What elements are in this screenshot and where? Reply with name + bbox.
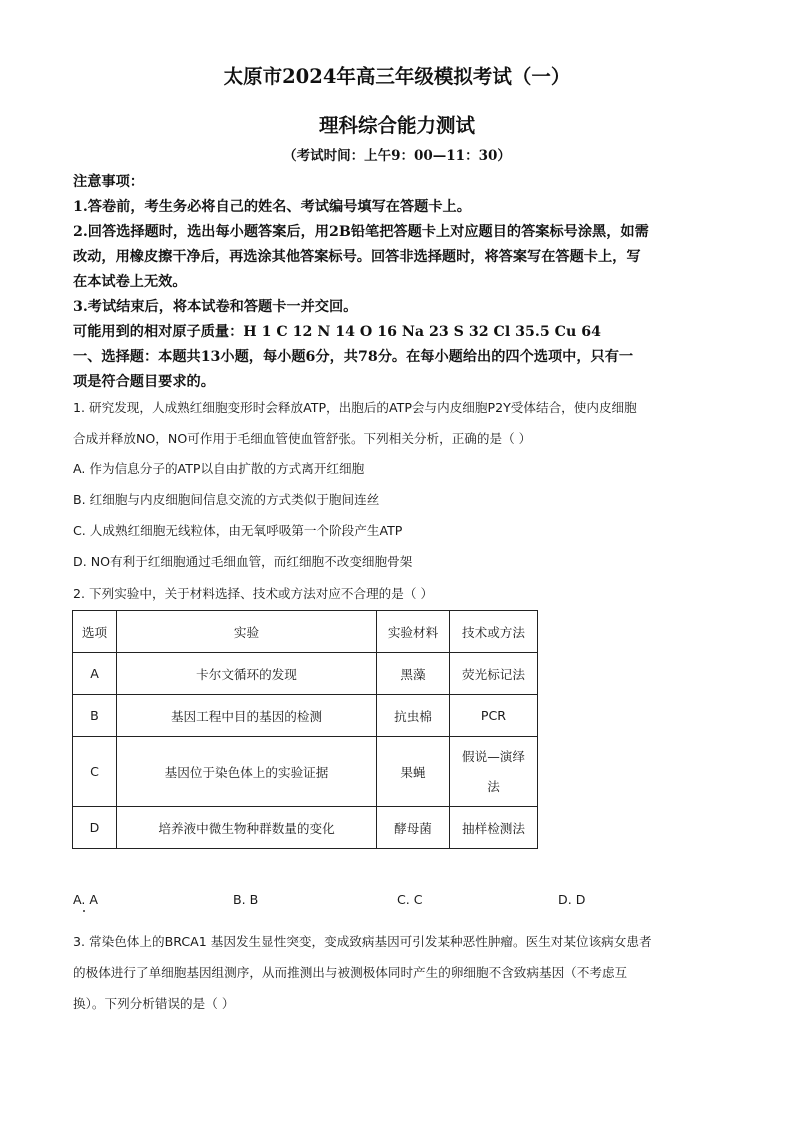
table-cell: 荧光标记法 bbox=[450, 653, 538, 695]
table-row bbox=[73, 653, 538, 695]
table-row bbox=[73, 695, 538, 737]
table-cell: 黑藻 bbox=[377, 653, 450, 695]
table-cell: 酵母菌 bbox=[377, 807, 450, 849]
table-cell-method bbox=[450, 737, 538, 807]
question-3-stem: 3. 常染色体上的BRCA1 基因发生显性突变，变成致病基因可引发某种恶性肿瘤。医生对某位该病女患者 bbox=[73, 934, 652, 949]
table-row bbox=[73, 807, 538, 849]
table-header: 选项 bbox=[73, 611, 117, 653]
table-header: 实验材料 bbox=[377, 611, 450, 653]
table-cell: D bbox=[73, 807, 117, 849]
question-1-option-b: B. 红细胞与内皮细胞间信息交流的方式类似于胞间连丝 bbox=[73, 492, 380, 507]
table-header-row bbox=[73, 611, 538, 653]
question-2-option-a: A. A bbox=[73, 892, 99, 907]
table-header: 实验 bbox=[117, 611, 377, 653]
table-cell: B bbox=[73, 695, 117, 737]
section-heading: 一、选择题：本题共13小题，每小题6分，共78分。在每小题给出的四个选项中，只有一 bbox=[73, 349, 634, 365]
table-cell: C bbox=[73, 737, 117, 807]
question-2-option-d: D. D bbox=[558, 892, 586, 907]
table-cell: 卡尔文循环的发现 bbox=[117, 653, 377, 695]
question-2-stem: 2. 下列实验中，关于材料选择、技术或方法对应不合理的是（ ） bbox=[73, 586, 434, 601]
note-line: 3.考试结束后，将本试卷和答题卡一并交回。 bbox=[73, 299, 358, 315]
question-1-option-c: C. 人成熟红细胞无线粒体，由无氧呼吸第一个阶段产生ATP bbox=[73, 523, 403, 538]
table-row bbox=[73, 737, 538, 807]
table-cell: 果蝇 bbox=[377, 737, 450, 807]
table-cell: PCR bbox=[450, 695, 538, 737]
note-line: 改动，用橡皮擦干净后，再选涂其他答案标号。回答非选择题时，将答案写在答题卡上，写 bbox=[73, 249, 641, 265]
method-line-1: 假说—演绎 bbox=[462, 748, 525, 764]
question-1-stem: 1. 研究发现，人成熟红细胞变形时会释放ATP，出胞后的ATP会与内皮细胞P2Y受体结合，使内皮细胞 bbox=[73, 400, 637, 415]
table-cell: 基因位于染色体上的实验证据 bbox=[117, 737, 377, 807]
exam-subject: 理科综合能力测试 bbox=[318, 114, 475, 137]
question-1-stem: 合成并释放NO，NO可作用于毛细血管使血管舒张。下列相关分析，正确的是（ ） bbox=[73, 431, 532, 446]
question-1-option-d: D. NO有利于红细胞通过毛细血管，而红细胞不改变细胞骨架 bbox=[73, 554, 413, 569]
table-cell: 抗虫棉 bbox=[377, 695, 450, 737]
table-cell: A bbox=[73, 653, 117, 695]
dot-mark bbox=[83, 910, 85, 912]
note-line: 在本试卷上无效。 bbox=[73, 274, 187, 290]
section-heading-cont: 项是符合题目要求的。 bbox=[73, 374, 215, 390]
note-line: 1.答卷前，考生务必将自己的姓名、考试编号填写在答题卡上。 bbox=[73, 199, 471, 215]
method-line-2: 法 bbox=[487, 778, 500, 794]
table-header: 技术或方法 bbox=[450, 611, 538, 653]
question-2-option-b: B. B bbox=[233, 892, 259, 907]
table-cell: 基因工程中目的基因的检测 bbox=[117, 695, 377, 737]
exam-title: 太原市2024年高三年级模拟考试（一） bbox=[223, 65, 571, 88]
exam-time: （考试时间：上午9：00—11：30） bbox=[283, 148, 511, 164]
question-3-stem: 的极体进行了单细胞基因组测序，从而推测出与被测极体同时产生的卵细胞不含致病基因（不考虑互 bbox=[73, 965, 628, 980]
notes-heading: 注意事项： bbox=[73, 174, 144, 190]
question-2-option-c: C. C bbox=[397, 892, 423, 907]
question-3-stem: 换）。下列分析错误的是（ ） bbox=[73, 996, 235, 1011]
table-cell: 培养液中微生物种群数量的变化 bbox=[117, 807, 377, 849]
question-1-option-a: A. 作为信息分子的ATP以自由扩散的方式离开红细胞 bbox=[73, 461, 365, 476]
experiment-table bbox=[72, 610, 538, 849]
table-cell: 抽样检测法 bbox=[450, 807, 538, 849]
note-line: 2.回答选择题时，选出每小题答案后，用2B铅笔把答题卡上对应题目的答案标号涂黑，如需 bbox=[73, 224, 649, 240]
atomic-mass-line: 可能用到的相对原子质量：H 1 C 12 N 14 O 16 Na 23 S 32 Cl 35.5 Cu 64 bbox=[73, 324, 601, 340]
